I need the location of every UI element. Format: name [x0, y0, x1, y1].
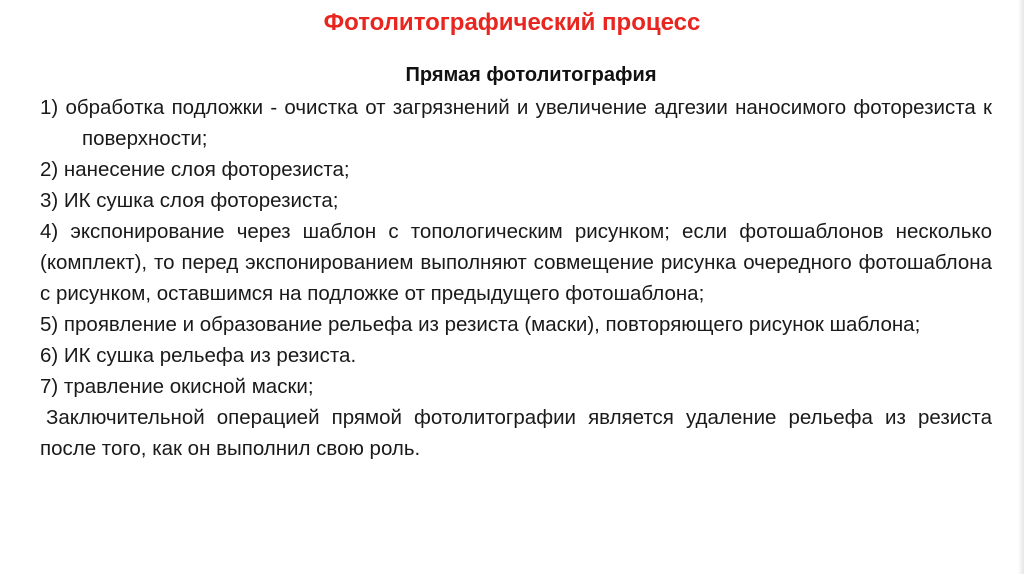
slide-content: [40, 60, 992, 464]
step-item-2: 2) нанесение слоя фоторезиста;: [40, 158, 350, 181]
slide-edge-shadow: [1018, 0, 1024, 574]
conclusion-paragraph: Заключительной операцией прямой фотолитографии является удаление рельефа из резиста после того, как он выполнил свою роль.: [40, 406, 992, 460]
slide-title: Фотолитографический процесс: [323, 9, 701, 36]
step-item-7: 7) травление окисной маски;: [40, 375, 314, 398]
step-item-6: 6) ИК сушка рельефа из резиста.: [40, 344, 357, 367]
section-subtitle: Прямая фотолитография: [405, 64, 657, 86]
step-item-4: 4) экспонирование через шаблон с топологическим рисунком; если фотошаблонов несколько (комплект), то перед экспонированием выполняют совмещение рисунка очередного фотошаблона с рисунком, оставшимся на подложке от предыдущего фотошаблона;: [40, 220, 992, 305]
step-item-1: 1) обработка подложки - очистка от загрязнений и увеличение адгезии наносимого фоторезиста к поверхности;: [40, 96, 992, 150]
step-item-3: 3) ИК сушка слоя фоторезиста;: [40, 189, 339, 212]
step-item-5: 5) проявление и образование рельефа из резиста (маски), повторяющего рисунок шаблона;: [40, 313, 921, 336]
